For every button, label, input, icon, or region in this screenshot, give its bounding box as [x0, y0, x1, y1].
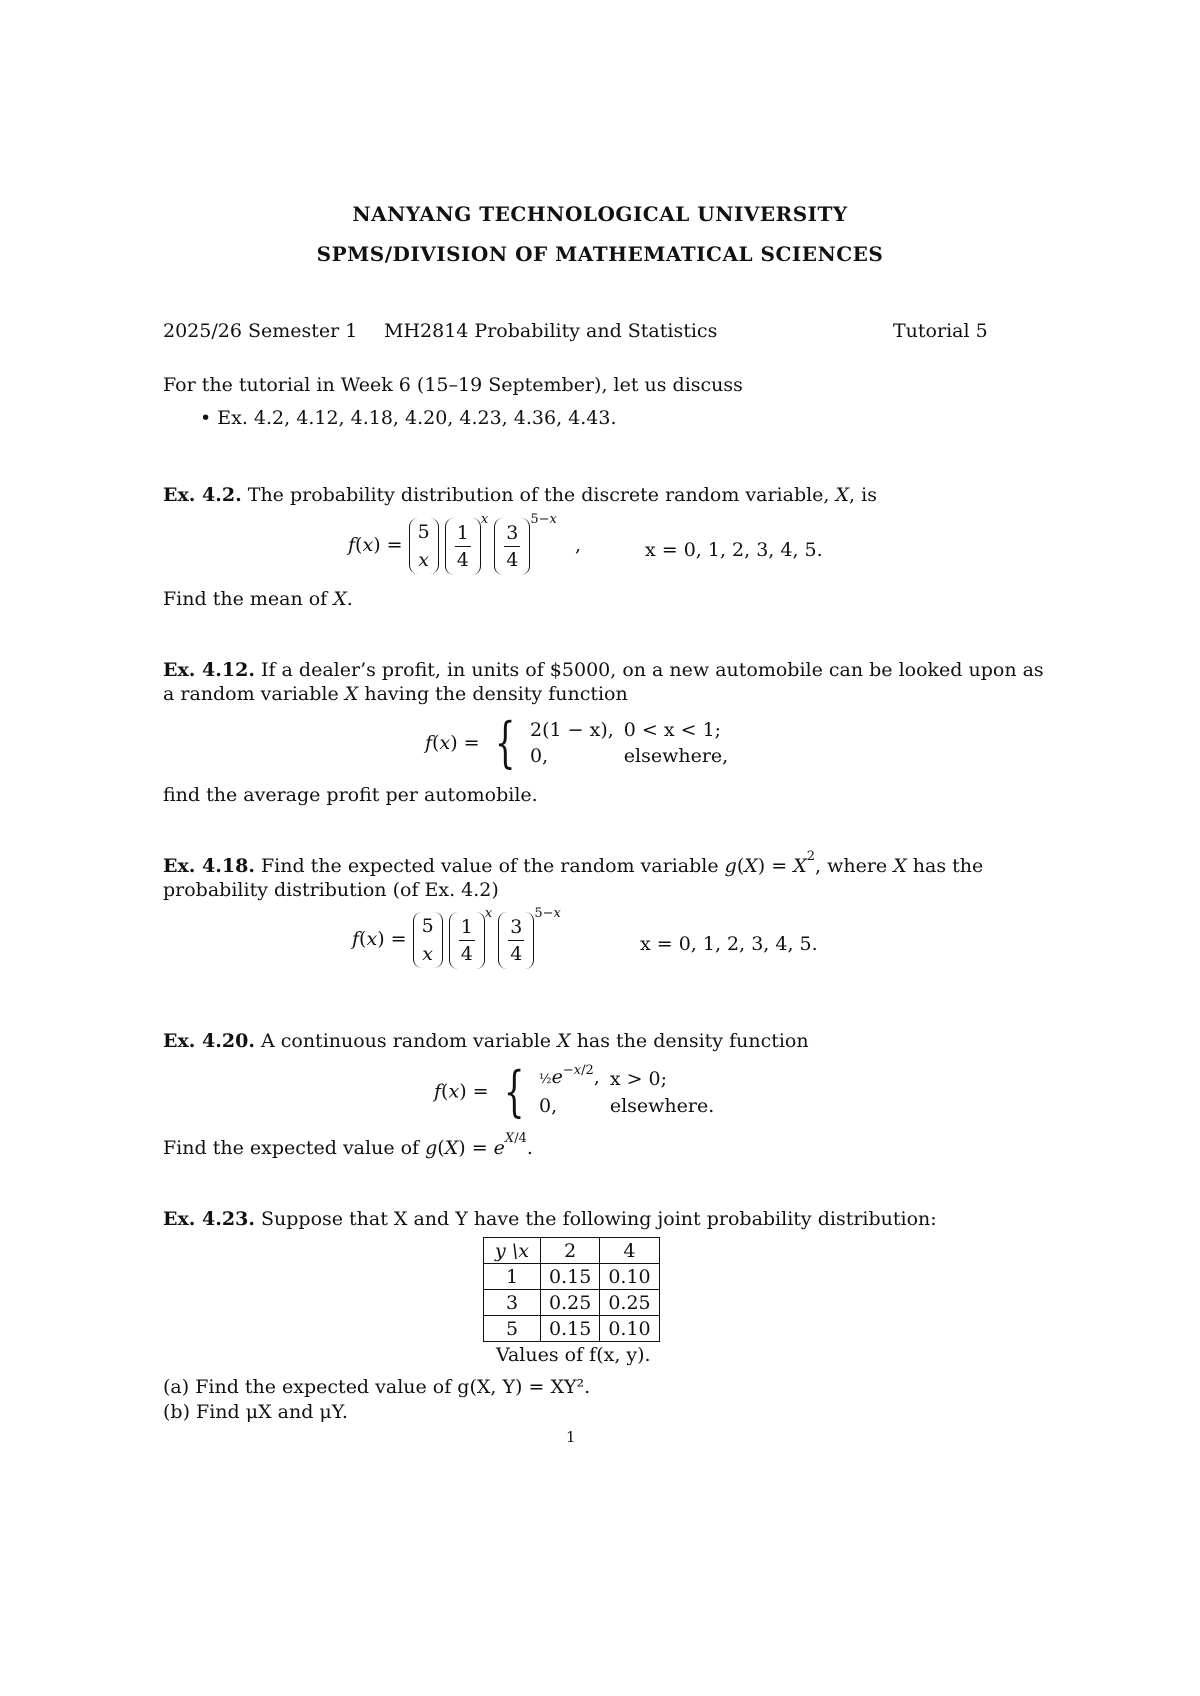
university-title: NANYANG TECHNOLOGICAL UNIVERSITY: [352, 202, 848, 226]
ex412-case2-expr: 0,: [530, 745, 549, 767]
ex418-line1b: , where: [815, 855, 888, 877]
tutorial-label: Tutorial 5: [893, 320, 988, 342]
bullet-icon: •: [200, 407, 212, 429]
joint-distribution-table: [483, 1237, 660, 1342]
table-col-header: 4: [600, 1238, 659, 1264]
table-cell: 0.10: [600, 1316, 659, 1342]
intro-text: For the tutorial in Week 6 (15–19 September), let us discuss: [163, 374, 743, 396]
table-row-header: 3: [484, 1290, 541, 1316]
ex412-line1: [163, 659, 1044, 681]
ex420-case2-expr: 0,: [539, 1095, 558, 1117]
ex412-case1-expr: 2(1 − x),: [530, 719, 614, 741]
ex418-line1a: Find the expected value of the random variable: [260, 855, 719, 877]
ex412-case1-cond: 0 < x < 1;: [623, 719, 722, 741]
ex412-formula: f(x) = { 2(1 − x), 0 < x < 1; 0, elsewhere,: [425, 716, 738, 770]
ex412-line2: a random variable X having the density function: [163, 683, 628, 705]
ex412-case2-cond: elsewhere,: [623, 745, 729, 767]
ex420-title: Ex. 4.20.: [163, 1030, 255, 1052]
ex423-text: Suppose that X and Y have the following joint probability distribution:: [260, 1208, 937, 1230]
ex420-formula: f(x) = { $\frac{1}{2}e^{-x/2}$, x > 0; 0, elsewhere.: [434, 1064, 724, 1119]
table-corner: y \x: [484, 1238, 541, 1264]
ex420-text: A continuous random variable: [260, 1030, 552, 1052]
table-cell: 0.15: [541, 1264, 600, 1290]
ex423-part-a: (a) Find the expected value of g(X, Y) = XY².: [163, 1376, 591, 1398]
ex42-question: Find the mean of X.: [163, 588, 353, 610]
ex42-text: The probability distribution of the discrete random variable,: [247, 484, 830, 506]
ex418-line1c: has the: [912, 855, 984, 877]
ex418-domain: x = 0, 1, 2, 3, 4, 5.: [640, 933, 818, 955]
ex412-line2-text: a random variable: [163, 683, 339, 705]
ex420-statement: Ex. 4.20. A continuous random variable X has the density function: [163, 1030, 809, 1052]
ex420-case2-cond: elsewhere.: [609, 1095, 715, 1117]
ex420-case1-cond: x > 0;: [609, 1067, 668, 1090]
ex42-title: Ex. 4.2.: [163, 484, 242, 506]
ex42-statement: Ex. 4.2. The probability distribution of the discrete random variable, X, is: [163, 484, 877, 506]
ex418-line2: probability distribution (of Ex. 4.2): [163, 879, 499, 901]
division-title: SPMS/DIVISION OF MATHEMATICAL SCIENCES: [316, 242, 884, 266]
table-row-header: 1: [484, 1264, 541, 1290]
ex418-line1: Ex. 4.18. Find the expected value of the random variable $g(X) = X^2$, where X has the: [163, 849, 984, 877]
ex42-domain: x = 0, 1, 2, 3, 4, 5.: [645, 539, 823, 561]
ex423-statement: [163, 1208, 937, 1230]
ex42-question-text: Find the mean of: [163, 588, 328, 610]
ex418-formula: f(x) = 5 x $\frac{1}{4}$ $^x$ $\frac{3}{4}$ $^{5-x}$: [352, 912, 561, 968]
ex420-text2: has the density function: [576, 1030, 809, 1052]
ex418-title: Ex. 4.18.: [163, 855, 255, 877]
bullet-text: Ex. 4.2, 4.12, 4.18, 4.20, 4.23, 4.36, 4.43.: [217, 407, 617, 429]
ex423-title: Ex. 4.23.: [163, 1208, 255, 1230]
ex412-question: find the average profit per automobile.: [163, 784, 538, 806]
ex423-part-b: (b) Find μX and μY.: [163, 1401, 348, 1423]
table-cell: 0.25: [541, 1290, 600, 1316]
bullet-item: [200, 407, 617, 429]
table-caption: Values of f(x, y).: [496, 1344, 651, 1366]
ex42-formula: f(x) = 5 x $\frac{1}{4}$ $^x$ $\frac{3}{4}$ $^{5-x}$ ,: [348, 518, 581, 574]
ex412-line2b-text: having the density function: [364, 683, 628, 705]
page-number: 1: [566, 1428, 576, 1446]
ex420-question: Find the expected value of $g(X) = e^{X/4}$.: [163, 1131, 533, 1159]
table-cell: 0.15: [541, 1316, 600, 1342]
table-row-header: 5: [484, 1316, 541, 1342]
semester-label: 2025/26 Semester 1: [163, 320, 358, 342]
table-cell: 0.25: [600, 1290, 659, 1316]
ex420-question-text: Find the expected value of: [163, 1137, 420, 1159]
course-label: MH2814 Probability and Statistics: [384, 320, 718, 342]
ex412-title: Ex. 4.12.: [163, 659, 255, 681]
table-col-header: 2: [541, 1238, 600, 1264]
ex412-text: If a dealer’s profit, in units of $5000, on a new automobile can be looked upon as: [260, 659, 1044, 681]
table-cell: 0.10: [600, 1264, 659, 1290]
